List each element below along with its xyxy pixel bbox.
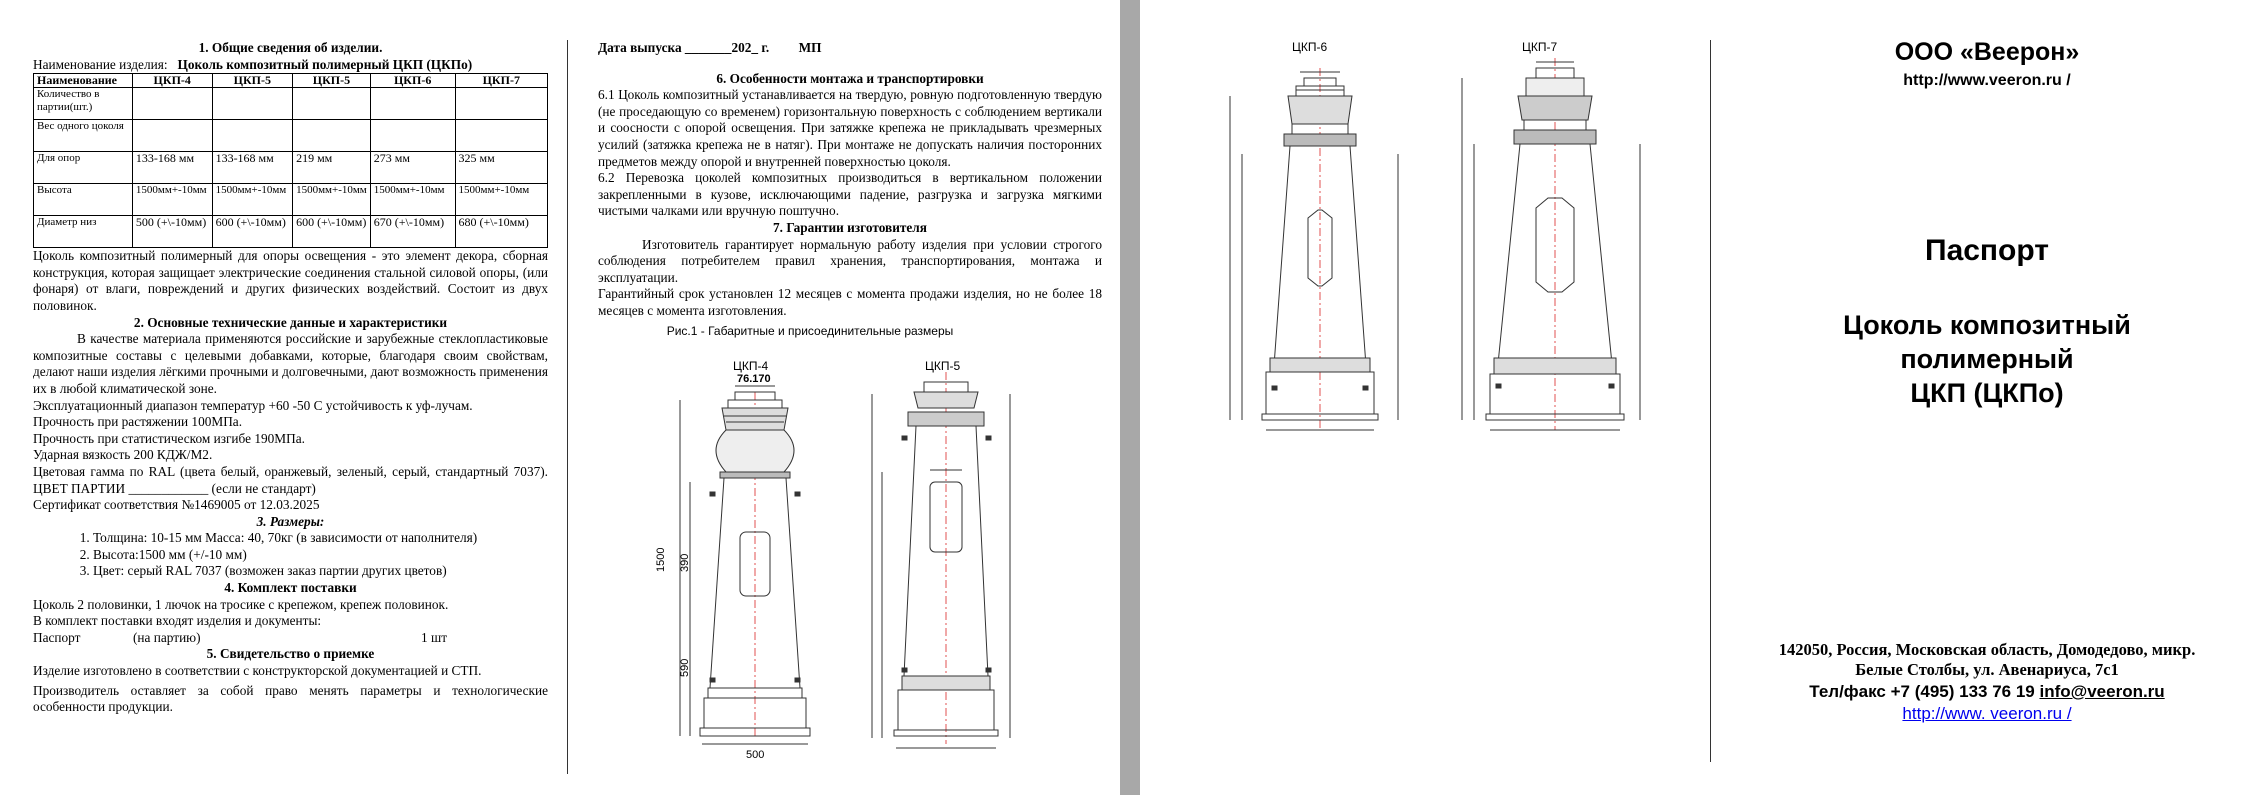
technical-drawings-ckp4-ckp5 [640, 372, 1110, 772]
dim-hatch: 390 [679, 553, 691, 572]
company-name: ООО «Веерон» [1894, 38, 2080, 66]
table-row [34, 184, 548, 216]
table-row [34, 120, 548, 152]
th-ckp7: ЦКП-7 [455, 74, 547, 88]
install-paragraph: 6.1 Цоколь композитный устанавливается на твердую, ровную подготовленную твердую (не проседающую со временем) горизонтальную поверхность с соблюдением вертикали и соосности с опорой освещения. При затяжке крепежа не прикладывать чрезмерных усилий (затяжка крепежа не в натяг). При монтаже не допускать наличия посторонних предметов между опорой и внутренней поверхностью цоколя. [598, 87, 1102, 169]
email-link[interactable]: info@veeron.ru [2039, 682, 2165, 701]
sizes-list [33, 530, 548, 580]
manufacturer-rights: Производитель оставляет за собой право менять параметры и технологические особенности продукции. [33, 682, 548, 715]
warranty-conditions: Изготовитель гарантирует нормальную работу изделия при условии строгого соблюдения потребителем правил хранения, транспортирования, монтажа и эксплуатации. [598, 236, 1102, 285]
contact-line [1712, 682, 2262, 702]
table-cell: 133-168 мм [212, 152, 293, 184]
th-ckp5a: ЦКП-5 [212, 74, 293, 88]
table-cell: Вес одного цоколя [34, 120, 133, 152]
table-cell [455, 120, 547, 152]
kit-documents: В комплект поставки входят изделия и документы: [33, 613, 322, 629]
list-item: 3. Цвет: серый RAL 7037 (возможен заказ партии других цветов) [93, 563, 548, 580]
release-line [598, 40, 1102, 57]
table-cell: 325 мм [455, 152, 547, 184]
th-ckp5b: ЦКП-5 [293, 74, 371, 88]
figure-caption: Рис.1 - Габаритные и присоединительные размеры [666, 323, 954, 338]
column-divider [567, 40, 568, 774]
section-7-title: 7. Гарантии изготовителя [773, 219, 927, 235]
column-right [598, 40, 1102, 339]
site-url-bottom[interactable]: http://www. veeron.ru / [1902, 704, 2072, 723]
warranty-term: Гарантийный срок установлен 12 месяцев с момента продажи изделия, но не более 18 месяцев с момента изготовления. [598, 286, 1102, 318]
drawing-label-ckp7: ЦКП-7 [1522, 40, 1558, 54]
acceptance-text: Изделие изготовлено в соответствии с конструкторской документацией и СТП. [33, 663, 482, 679]
product-name-label: Наименование изделия: [33, 56, 168, 72]
drawing-label-ckp5: ЦКП-5 [925, 359, 961, 373]
table-row [34, 88, 548, 120]
site-url-top: http://www.veeron.ru / [1903, 72, 2071, 89]
table-cell: 1500мм+-10мм [455, 184, 547, 216]
table-cell [212, 88, 293, 120]
passport-line [33, 630, 548, 647]
passport-item: Паспорт [33, 629, 81, 645]
th-ckp6: ЦКП-6 [370, 74, 455, 88]
passport-qty: 1 шт [421, 629, 448, 645]
table-cell [212, 120, 293, 152]
table-cell: 273 мм [370, 152, 455, 184]
bending-strength: Прочность при статистическом изгибе 190МПа. [33, 430, 305, 446]
table-cell: Диаметр низ [34, 216, 133, 248]
section-1-title: 1. Общие сведения об изделии. [198, 40, 383, 55]
section-5-title: 5. Свидетельство о приемке [206, 646, 375, 662]
site-url-bottom-wrap [1712, 704, 2262, 724]
table-cell: 680 (+\-10мм) [455, 216, 547, 248]
table-row [34, 216, 548, 248]
product-title-line2: полимерный [1900, 344, 2074, 374]
kit-contents: Цоколь 2 половинки, 1 лючок на тросике с крепежом, крепеж половинок. [33, 596, 449, 612]
table-cell [132, 88, 212, 120]
company-address [1712, 640, 2262, 680]
temperature-range: Эксплуатационный диапазон температур +60 -50 С устойчивость к уф-лучам. [33, 397, 473, 413]
tensile-strength: Прочность при растяжении 100МПа. [33, 414, 243, 430]
ckp7-drawing [1462, 58, 1640, 430]
table-cell: 1500мм+-10мм [212, 184, 293, 216]
table-cell [455, 88, 547, 120]
table-cell: 1500мм+-10мм [370, 184, 455, 216]
table-cell: 133-168 мм [132, 152, 212, 184]
certificate: Сертификат соответствия №1469005 от 12.03.2025 [33, 497, 320, 513]
table-cell: Для опор [34, 152, 133, 184]
table-cell [132, 120, 212, 152]
table-cell: Высота [34, 184, 133, 216]
th-name: Наименование [34, 74, 133, 88]
table-cell: 600 (+\-10мм) [293, 216, 371, 248]
table-cell: Количество в партии(шт.) [34, 88, 133, 120]
dim-bottom: 500 [746, 749, 765, 761]
list-item: 2. Высота:1500 мм (+/-10 мм) [93, 547, 548, 564]
dim-base: 590 [679, 658, 691, 677]
phone: Тел/факс +7 (495) 133 76 19 [1809, 682, 2040, 701]
spec-table [33, 73, 548, 248]
drawing-label-ckp4: ЦКП-4 [733, 359, 769, 373]
release-date: Дата выпуска _______202_ г. [598, 40, 770, 55]
document-page-left [0, 0, 1120, 795]
list-item: 1. Толщина: 10-15 мм Масса: 40, 70кг (в зависимости от наполнителя) [93, 530, 548, 547]
materials-paragraph: В качестве материала применяются российские и зарубежные стеклопластиковые композитные составы с целевыми добавками, которые, благодаря своим свойствам, делают наши изделия лёгкими прочными и долговечными, дают возможность применения их в любой климатической зоне. [33, 331, 548, 396]
table-cell [293, 120, 371, 152]
impact-strength: Ударная вязкость 200 КДЖ/М2. [33, 447, 213, 463]
table-cell [370, 120, 455, 152]
page-divider [1710, 40, 1711, 762]
table-row [34, 152, 548, 184]
product-title [1712, 308, 2262, 410]
th-ckp4: ЦКП-4 [132, 74, 212, 88]
column-left [33, 40, 548, 716]
section-4-title: 4. Комплект поставки [224, 580, 357, 596]
table-cell: 670 (+\-10мм) [370, 216, 455, 248]
document-page-right [1140, 0, 2262, 795]
product-name-value: Цоколь композитный полимерный ЦКП (ЦКПо) [177, 56, 473, 72]
ckp4-drawing [680, 386, 810, 744]
section-3-title: 3. Размеры: [256, 513, 325, 529]
dim-height: 1500 [655, 547, 667, 572]
table-cell [370, 88, 455, 120]
address-line1: 142050, Россия, Московская область, Домодедово, микр. [1778, 640, 2196, 659]
intro-paragraph: Цоколь композитный полимерный для опоры освещения - это элемент декора, сборная конструкция, которая защищает электрические соединения стальной силовой опоры, (или фонаря) от влаги, повреждений и других физических воздействий. Состоит из двух половинок. [33, 248, 548, 313]
color-range: Цветовая гамма по RAL (цвета белый, оранжевый, зеленый, серый, стандартный 7037). ЦВЕТ ПАРТИИ ____________ (если не стандарт) [33, 463, 548, 496]
spec-table-header [34, 74, 548, 88]
ckp5-drawing [872, 372, 1010, 748]
ckp6-drawing [1230, 68, 1398, 430]
passport-title: Паспорт [1925, 234, 2049, 267]
transport-paragraph: 6.2 Перевозка цоколей композитных производиться в вертикальном положении закрепленными в кузове, исключающими падение, разгрузка и загрузка мягкими чистыми чалками или вручную поштучно. [598, 170, 1102, 219]
table-cell: 1500мм+-10мм [132, 184, 212, 216]
passport-note: (на партию) [133, 629, 201, 645]
product-title-line1: Цоколь композитный [1843, 310, 2131, 340]
table-cell: 219 мм [293, 152, 371, 184]
table-cell: 600 (+\-10мм) [212, 216, 293, 248]
address-line2: Белые Столбы, ул. Авенариуса, 7с1 [1855, 660, 2119, 679]
table-cell: 1500мм+-10мм [293, 184, 371, 216]
section-6-title: 6. Особенности монтажа и транспортировки [716, 70, 984, 86]
dim-top-ckp4: 76.170 [737, 373, 771, 385]
product-name-line [33, 57, 548, 74]
technical-drawings-ckp6-ckp7 [1200, 58, 1680, 448]
drawing-label-ckp6: ЦКП-6 [1292, 40, 1328, 54]
table-cell: 500 (+\-10мм) [132, 216, 212, 248]
section-2-title: 2. Основные технические данные и характеристики [133, 314, 448, 330]
product-title-line3: ЦКП (ЦКПо) [1910, 378, 2064, 408]
table-cell [293, 88, 371, 120]
stamp-place: МП [798, 40, 822, 55]
